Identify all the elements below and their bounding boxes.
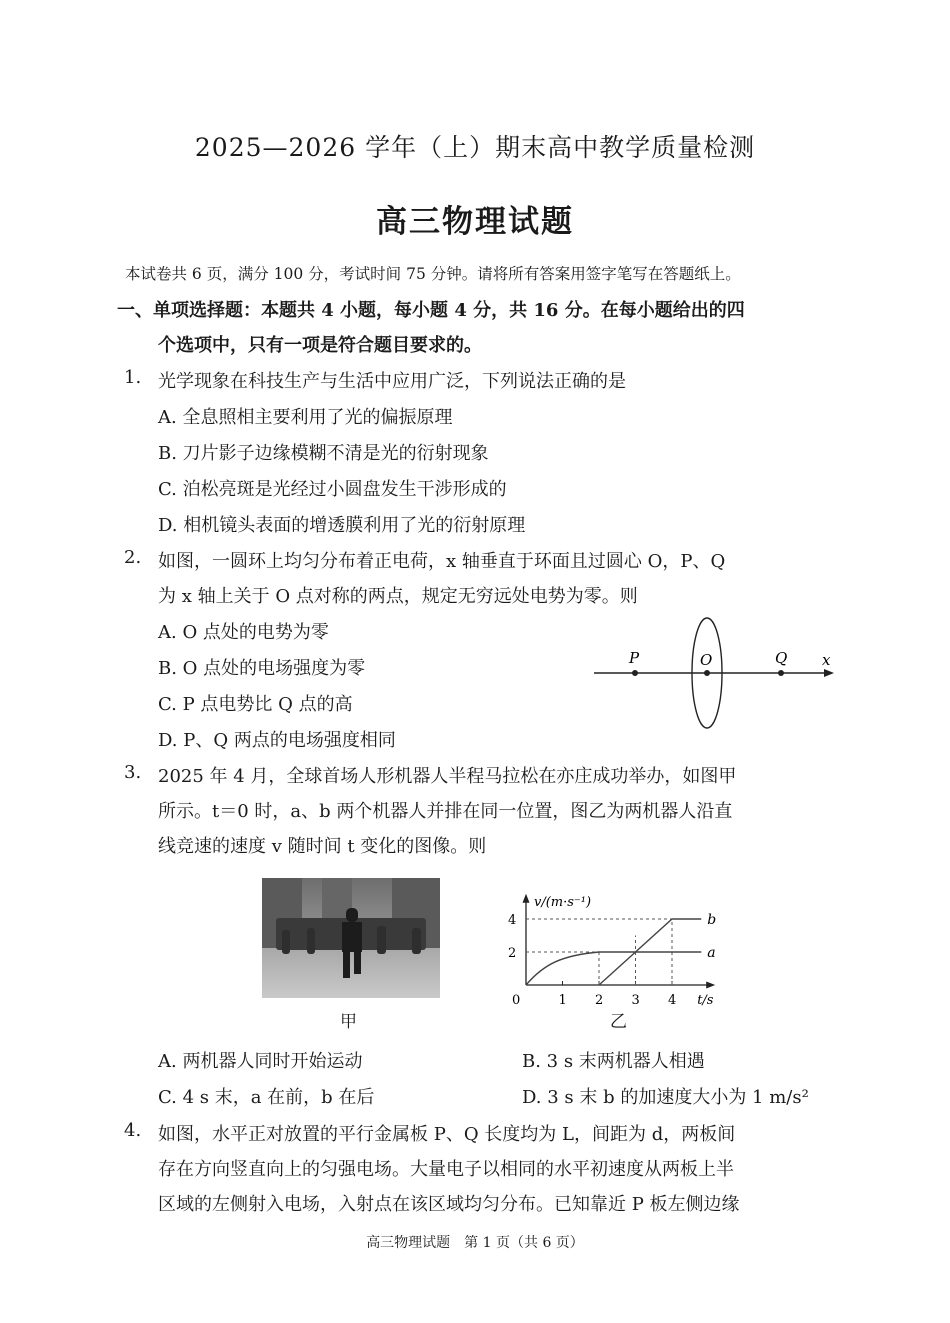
q3-stem-line2: 所示。t＝0 时，a、b 两个机器人并排在同一位置，图乙为两机器人沿直 (158, 801, 733, 822)
series-label-b: b (707, 912, 717, 928)
exam-intro: 本试卷共 6 页，满分 100 分，考试时间 75 分钟。请将所有答案用签字笔写在答题纸上。 (125, 265, 741, 283)
charged-ring-figure (590, 612, 840, 738)
page-footer: 高三物理试题 第 1 页（共 6 页） (366, 1235, 584, 1251)
caption-jia: 甲 (340, 1012, 357, 1032)
velocity-time-chart (496, 870, 746, 1008)
q3-option-a: A. 两机器人同时开始运动 (158, 1051, 363, 1072)
y-tick-label: 4 (508, 913, 517, 928)
q1-option-d: D. 相机镜头表面的增透膜利用了光的衍射原理 (158, 515, 526, 536)
q1-option-c: C. 泊松亮斑是光经过小圆盘发生干涉形成的 (158, 479, 507, 500)
q1-number: 1. (124, 367, 142, 388)
q2-stem-line1: 如图，一圆环上均匀分布着正电荷，x 轴垂直于环面且过圆心 O，P、Q (158, 551, 726, 572)
caption-yi: 乙 (610, 1012, 627, 1032)
q3-stem-line3: 线竞速的速度 v 随时间 t 变化的图像。则 (158, 836, 487, 857)
label-p: P (629, 649, 640, 667)
q2-option-c: C. P 点电势比 Q 点的高 (158, 694, 353, 715)
x-tick-label: 1 (558, 993, 567, 1008)
label-o: O (700, 651, 713, 669)
q4-line1: 如图，水平正对放置的平行金属板 P、Q 长度均为 L，间距为 d，两板间 (158, 1124, 736, 1145)
q3-option-b: B. 3 s 末两机器人相遇 (522, 1051, 705, 1072)
q1-stem: 光学现象在科技生产与生活中应用广泛，下列说法正确的是 (158, 371, 626, 392)
subject-title: 高三物理试题 (376, 204, 574, 240)
exam-title: 2025—2026 学年（上）期末高中教学质量检测 (194, 133, 756, 162)
x-tick-label: 4 (668, 993, 677, 1008)
section-heading-line1: 一、单项选择题：本题共 4 小题，每小题 4 分，共 16 分。在每小题给出的四 (117, 300, 745, 321)
q2-option-a: A. O 点处的电势为零 (158, 622, 329, 643)
label-q: Q (775, 649, 788, 667)
q3-stem-line1: 2025 年 4 月，全球首场人形机器人半程马拉松在亦庄成功举办，如图甲 (158, 766, 737, 787)
q4-number: 4. (124, 1120, 142, 1141)
x-tick-label: 2 (595, 993, 604, 1008)
q1-option-b: B. 刀片影子边缘模糊不清是光的衍射现象 (158, 443, 489, 464)
q3-option-d: D. 3 s 末 b 的加速度大小为 1 m/s² (522, 1087, 809, 1108)
q3-number: 3. (124, 762, 142, 783)
x-tick-label: 3 (631, 993, 640, 1008)
y-tick-label: 2 (508, 946, 517, 961)
y-axis-label: v/(m·s⁻¹) (534, 894, 592, 910)
q2-option-b: B. O 点处的电场强度为零 (158, 658, 366, 679)
q3-option-c: C. 4 s 末，a 在前，b 在后 (158, 1087, 375, 1108)
x-axis-arrow-icon (824, 669, 834, 677)
robot-marathon-photo (262, 878, 440, 998)
x-tick-label: 0 (512, 993, 521, 1008)
q2-option-d: D. P、Q 两点的电场强度相同 (158, 730, 396, 751)
q2-number: 2. (124, 547, 142, 568)
point-q-dot (778, 670, 784, 676)
section-heading-line2: 个选项中，只有一项是符合题目要求的。 (158, 335, 482, 356)
label-x: x (822, 651, 831, 669)
y-axis-arrow-icon (523, 894, 530, 903)
q4-line3: 区域的左侧射入电场，入射点在该区域均匀分布。已知靠近 P 板左侧边缘 (158, 1194, 740, 1215)
point-o-dot (704, 670, 710, 676)
series-label-a: a (707, 945, 716, 961)
q1-option-a: A. 全息照相主要利用了光的偏振原理 (158, 407, 453, 428)
q2-stem-line2: 为 x 轴上关于 O 点对称的两点，规定无穷远处电势为零。则 (158, 586, 638, 607)
x-axis-label: t/s (697, 993, 714, 1008)
series-line-a (526, 952, 701, 985)
q4-line2: 存在方向竖直向上的匀强电场。大量电子以相同的水平初速度从两板上半 (158, 1159, 734, 1180)
point-p-dot (632, 670, 638, 676)
x-axis-arrow-icon (706, 982, 715, 989)
